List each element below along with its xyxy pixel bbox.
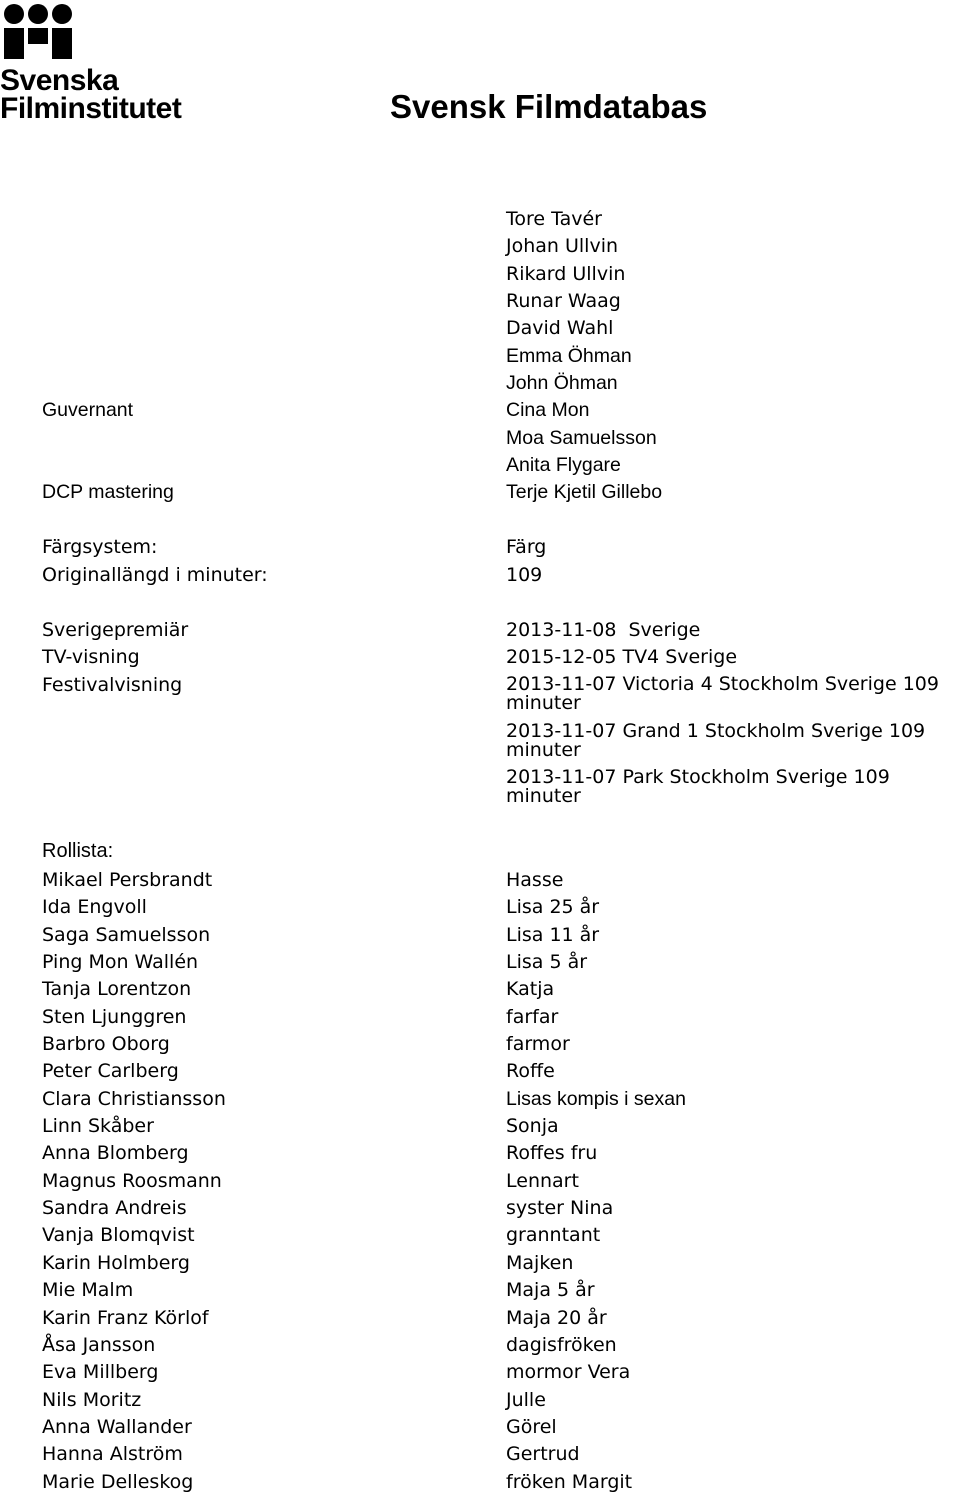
role-name: fröken Margit	[506, 1470, 633, 1493]
fargsystem-label: Färgsystem:	[42, 536, 158, 558]
actor-name: Sandra Andreis	[42, 1197, 187, 1220]
fargsystem-value: Färg	[506, 536, 547, 558]
role-name: Sonja	[506, 1115, 559, 1138]
actor-name: Tanja Lorentzon	[42, 978, 192, 1001]
actor-name: Nils Moritz	[42, 1388, 142, 1411]
role-name: Lisa 25 år	[506, 896, 600, 919]
actor-name: Sten Ljunggren	[42, 1005, 187, 1028]
crew-name: Cina Mon	[506, 399, 590, 422]
page-title: Svensk Filmdatabas	[390, 88, 708, 125]
actor-name: Anna Wallander	[42, 1415, 192, 1438]
actor-name: Linn Skåber	[42, 1115, 154, 1138]
role-name: Katja	[506, 978, 555, 1001]
role-name: mormor Vera	[506, 1361, 631, 1384]
logo-text-line2: Filminstitutet	[0, 92, 182, 125]
role-name: Görel	[506, 1415, 557, 1438]
actor-name: Åsa Jansson	[42, 1333, 156, 1356]
role-name: Roffe	[506, 1060, 555, 1083]
festivalvisning-label: Festivalvisning	[42, 674, 183, 696]
festival-entry: 2013-11-07 Grand 1 Stockholm Sverige 109 minuter	[506, 720, 926, 761]
tv-visning-value: 2015-12-05 TV4 Sverige	[506, 646, 738, 668]
originallangd-value: 109	[506, 564, 543, 586]
tv-visning-label: TV-visning	[42, 646, 140, 668]
logo-text-line1: Svenska	[0, 64, 119, 97]
crew-name: Emma Öhman	[506, 344, 632, 367]
role-name: Lisas kompis i sexan	[506, 1087, 686, 1110]
actor-name: Magnus Roosmann	[42, 1169, 222, 1192]
role-name: Lennart	[506, 1169, 579, 1192]
crew-name: David Wahl	[506, 317, 614, 340]
svenska-filminstitutet-logo	[0, 0, 210, 130]
role-name: farmor	[506, 1033, 570, 1056]
role-name: farfar	[506, 1005, 559, 1028]
role-name: Hasse	[506, 869, 564, 891]
crew-role-guvernant: Guvernant	[42, 399, 134, 421]
role-name: Roffes fru	[506, 1142, 598, 1165]
actor-name: Peter Carlberg	[42, 1060, 179, 1083]
crew-name: Moa Samuelsson	[506, 426, 657, 449]
role-name: Gertrud	[506, 1443, 580, 1466]
crew-role-dcp: DCP mastering	[42, 481, 174, 503]
crew-name: Anita Flygare	[506, 454, 621, 477]
actor-name: Eva Millberg	[42, 1361, 159, 1384]
originallangd-label: Originallängd i minuter:	[42, 564, 268, 586]
crew-name: Terje Kjetil Gillebo	[506, 481, 663, 504]
sverigepremiar-label: Sverigepremiär	[42, 619, 189, 641]
rollista-heading: Rollista:	[42, 840, 114, 862]
sverigepremiar-value: 2013-11-08 Sverige	[506, 619, 701, 641]
actor-name: Saga Samuelsson	[42, 923, 211, 946]
actor-name: Hanna Alström	[42, 1443, 183, 1466]
actor-name: Marie Delleskog	[42, 1470, 194, 1493]
crew-name: Tore Tavér	[506, 208, 602, 230]
crew-name: Rikard Ullvin	[506, 262, 626, 285]
role-name: Lisa 5 år	[506, 951, 588, 974]
actor-name: Clara Christiansson	[42, 1087, 226, 1110]
role-name: syster Nina	[506, 1197, 614, 1220]
crew-name: John Öhman	[506, 372, 618, 395]
actor-name: Karin Franz Körlof	[42, 1306, 209, 1329]
role-list	[506, 867, 686, 1496]
role-name: Maja 5 år	[506, 1279, 595, 1302]
actor-name: Barbro Oborg	[42, 1033, 170, 1056]
actor-name: Vanja Blomqvist	[42, 1224, 195, 1247]
crew-name: Johan Ullvin	[506, 235, 619, 258]
actor-name: Anna Blomberg	[42, 1142, 189, 1165]
actor-name: Mikael Persbrandt	[42, 869, 213, 891]
crew-names-list	[506, 206, 662, 507]
crew-name: Runar Waag	[506, 290, 621, 313]
role-name: Lisa 11 år	[506, 923, 600, 946]
role-name: dagisfröken	[506, 1333, 617, 1356]
actor-name: Karin Holmberg	[42, 1251, 190, 1274]
actor-list	[42, 867, 226, 1496]
role-name: Maja 20 år	[506, 1306, 607, 1329]
role-name: Majken	[506, 1251, 574, 1274]
festival-entry: 2013-11-07 Victoria 4 Stockholm Sverige 109 minuter	[506, 673, 939, 714]
actor-name: Mie Malm	[42, 1279, 134, 1302]
festival-entry: 2013-11-07 Park Stockholm Sverige 109 minuter	[506, 766, 890, 807]
actor-name: Ping Mon Wallén	[42, 951, 199, 974]
role-name: Julle	[506, 1388, 546, 1411]
actor-name: Ida Engvoll	[42, 896, 147, 919]
role-name: granntant	[506, 1224, 601, 1247]
